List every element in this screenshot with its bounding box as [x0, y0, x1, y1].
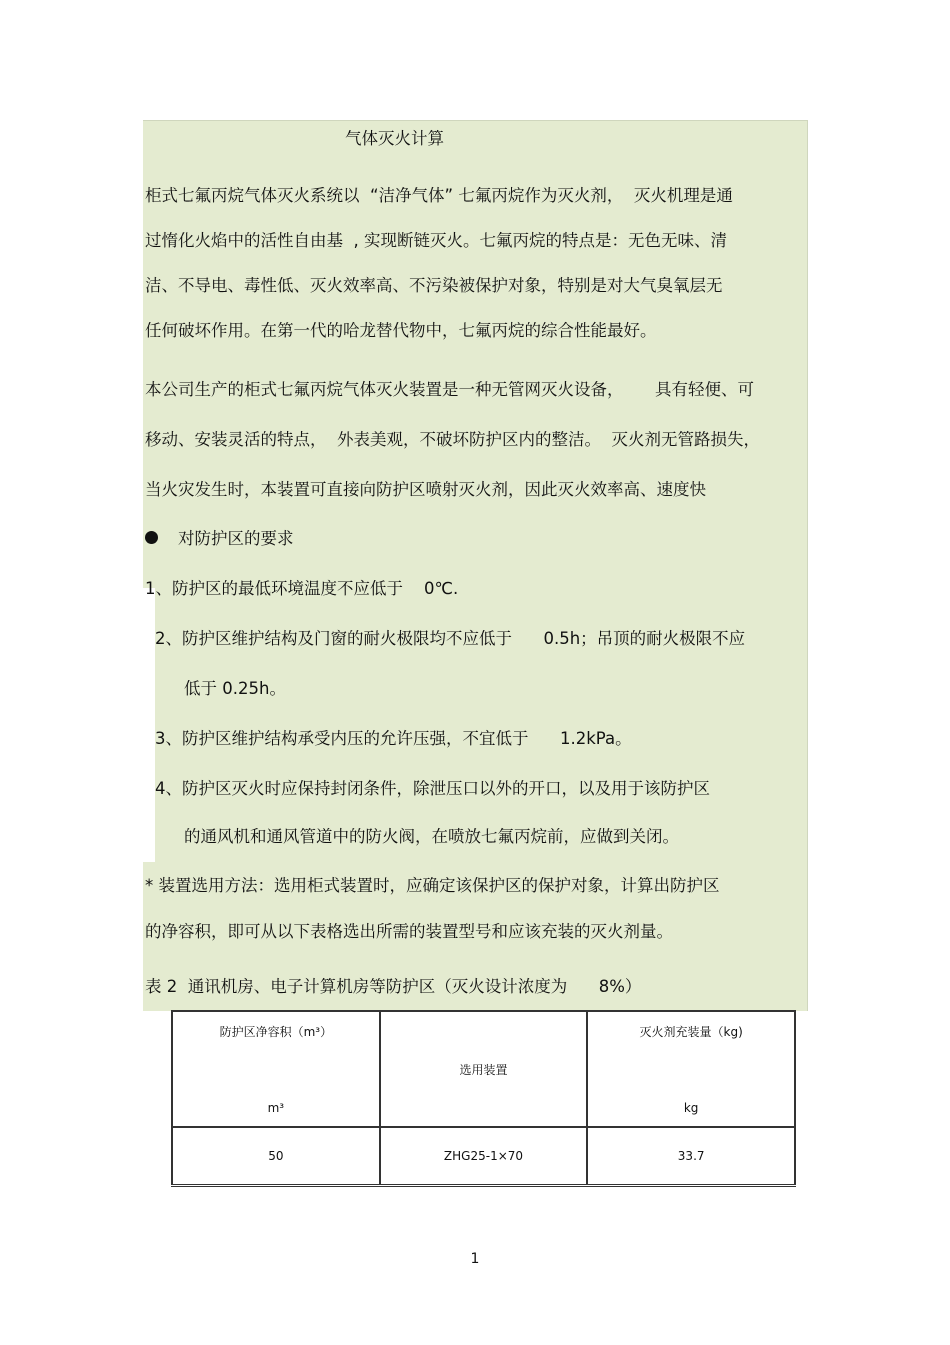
document-title: 气体灭火计算 [345, 129, 444, 148]
device-cell: ZHG25-1×70 [380, 1127, 588, 1186]
product-line-2: 移动、安装灵活的特点， 外表美观，不破坏防护区内的整洁。 灭火剂无管路损失， [145, 430, 760, 449]
requirements-heading: 对防护区的要求 [178, 529, 294, 548]
volume-cell: 50 [172, 1127, 380, 1186]
requirement-item-2-continued: 低于 0.25h。 [184, 679, 286, 698]
header-cell-amount [587, 1011, 795, 1127]
amount-header-label: 灭火剂充装量（kg) [639, 1025, 743, 1039]
header-cell-device [380, 1011, 588, 1127]
intro-line-4: 任何破坏作用。在第一代的哈龙替代物中，七氟丙烷的综合性能最好。 [145, 321, 657, 340]
table-row [172, 1127, 795, 1186]
volume-header-unit: m³ [267, 1101, 285, 1115]
requirement-item-1: 1、防护区的最低环境温度不应低于 0℃. [145, 579, 459, 598]
amount-header-unit: kg [683, 1101, 699, 1115]
product-line-3: 当火灾发生时，本装置可直接向防护区喷射灭火剂，因此灭火效率高、速度快 [145, 480, 706, 499]
page-number: 1 [470, 1251, 480, 1267]
header-cell-volume [172, 1011, 380, 1127]
margin-notch [143, 588, 155, 862]
table-caption: 表 2 通讯机房、电子计算机房等防护区（灭火设计浓度为 8%） [145, 977, 642, 996]
device-selection-table [171, 1010, 796, 1187]
requirement-item-4: 4、防护区灭火时应保持封闭条件，除泄压口以外的开口，以及用于该防护区 [155, 779, 710, 798]
table-header-row [172, 1011, 795, 1127]
bullet-icon [145, 531, 158, 544]
intro-line-2: 过惰化火焰中的活性自由基 , 实现断链灭火。七氟丙烷的特点是：无色无味、清 [145, 231, 727, 250]
intro-line-1: 柜式七氟丙烷气体灭火系统以 “洁净气体” 七氟丙烷作为灭火剂， 灭火机理是通 [145, 186, 733, 205]
requirement-item-3: 3、防护区维护结构承受内压的允许压强，不宜低于 1.2kPa。 [155, 729, 632, 748]
selection-line-2: 的净容积，即可从以下表格选出所需的装置型号和应该充装的灭火剂量。 [145, 922, 673, 941]
selection-line-1: * 装置选用方法：选用柜式装置时，应确定该保护区的保护对象，计算出防护区 [145, 876, 720, 895]
product-line-1: 本公司生产的柜式七氟丙烷气体灭火装置是一种无管网灭火设备， 具有轻便、可 [145, 380, 754, 399]
requirement-item-2: 2、防护区维护结构及门窗的耐火极限均不应低于 0.5h；吊顶的耐火极限不应 [155, 629, 746, 648]
intro-line-3: 洁、不导电、毒性低、灭火效率高、不污染被保护对象，特别是对大气臭氧层无 [145, 276, 723, 295]
requirement-item-4-continued: 的通风机和通风管道中的防火阀，在喷放七氟丙烷前，应做到关闭。 [184, 827, 679, 846]
device-header-label: 选用装置 [459, 1062, 508, 1077]
volume-header-label: 防护区净容积（m³） [219, 1025, 333, 1039]
amount-cell: 33.7 [587, 1127, 795, 1186]
